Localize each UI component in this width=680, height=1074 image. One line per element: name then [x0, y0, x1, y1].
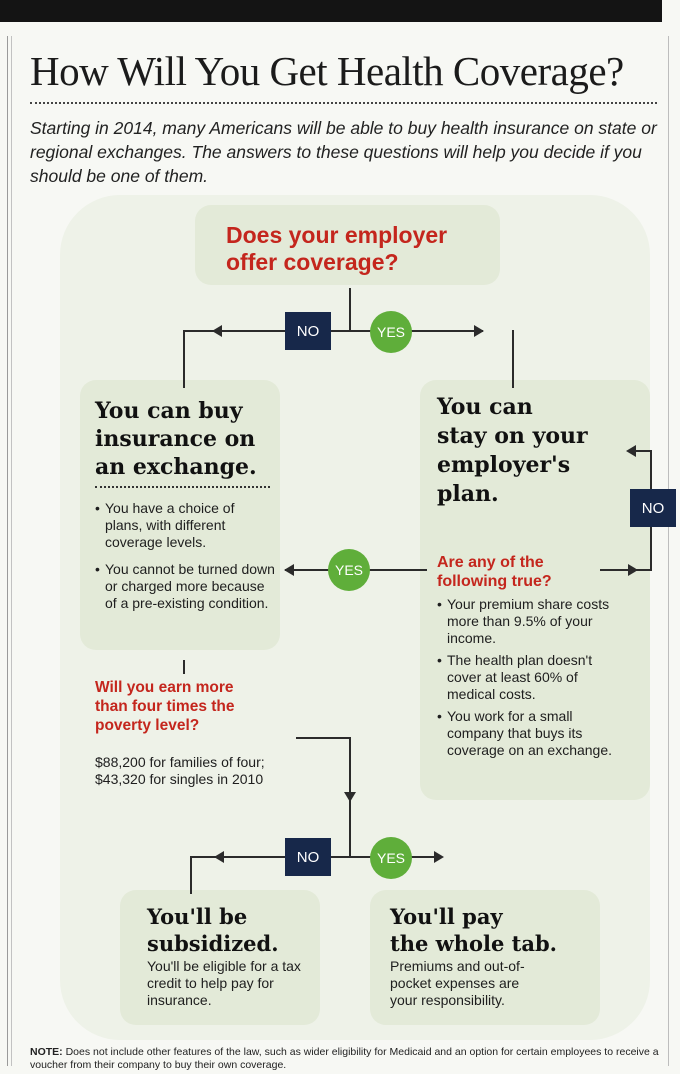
poverty-threshold-single: $43,320 for singles in 2010 — [95, 771, 264, 787]
left-column-rule — [7, 36, 8, 1066]
exchange-heading-line3: an exchange. — [95, 454, 257, 480]
q2-conditions — [437, 596, 617, 759]
q1-yes-badge: YES — [370, 311, 412, 353]
exchange-to-q3-stem — [183, 660, 185, 674]
q3-no-badge: NO — [285, 838, 331, 876]
subsidized-body: You'll be eligible for a tax credit to help pay for insurance. — [147, 958, 301, 1008]
footnote-text: Does not include other features of the law, such as wider eligibility for Medicaid and an option for certain employees to receive a voucher from their company to buy their own coverage. — [30, 1046, 659, 1071]
title-dotted-divider — [30, 102, 657, 104]
employer-plan-heading-line1: You can — [437, 394, 533, 420]
exchange-heading-line1: You can buy — [95, 398, 243, 424]
q3-no-arrow — [214, 851, 224, 863]
q2-no-out — [600, 569, 652, 571]
exchange-benefit-preexisting: • You cannot be turned down or charged more because of a pre-existing condition. — [95, 561, 275, 612]
q2-yes-arrow — [284, 564, 294, 576]
employer-plan-heading-line2: stay on your — [437, 423, 588, 449]
q3-yes-badge: YES — [370, 837, 412, 879]
q1-yes-arrow — [474, 325, 484, 337]
question-employer-line1: Does your employer — [226, 222, 448, 248]
q1-stem — [349, 288, 351, 330]
exchange-dotted-divider — [95, 486, 270, 488]
q1-no-drop — [183, 330, 185, 388]
poverty-threshold-family: $88,200 for families of four; — [95, 754, 265, 770]
question-employer-line2: offer coverage? — [226, 249, 399, 275]
question-poverty-line3: poverty level? — [95, 717, 200, 734]
whole-tab-body: Premiums and out-of-pocket expenses are your responsibility. — [390, 958, 525, 1008]
condition-small-company: • You work for a small company that buys its coverage on an exchange. — [437, 708, 617, 759]
q3-down-arrow — [344, 792, 356, 802]
exchange-heading — [95, 397, 257, 481]
condition-premium-share: • Your premium share costs more than 9.5% of your income. — [437, 596, 617, 647]
q2-yes-badge: YES — [328, 549, 370, 591]
question-poverty-level — [95, 678, 235, 735]
q1-branch-horizontal — [183, 330, 483, 332]
employer-plan-heading — [437, 393, 588, 509]
top-black-bar — [0, 0, 662, 22]
employer-plan-heading-line4: plan. — [437, 481, 499, 507]
question-any-true-line2: following true? — [437, 573, 552, 590]
poverty-thresholds — [95, 754, 305, 788]
whole-tab-heading-line2: the whole tab. — [390, 931, 557, 956]
q1-yes-drop — [512, 330, 514, 388]
subsidized-heading-line2: subsidized. — [147, 931, 279, 956]
whole-tab-heading — [390, 903, 557, 957]
question-any-true-line1: Are any of the — [437, 554, 544, 571]
employer-plan-heading-line3: employer's — [437, 452, 571, 478]
page-title: How Will You Get Health Coverage? — [30, 48, 624, 94]
exchange-heading-line2: insurance on — [95, 426, 256, 452]
exchange-benefits — [95, 500, 275, 612]
left-column-rule-inner — [11, 36, 12, 1066]
intro-text: Starting in 2014, many Americans will be able to buy health insurance on state or regional exchanges. The answers to these questions will help you decide if you should be one of them. — [30, 118, 657, 186]
q2-no-out-arrow — [628, 564, 638, 576]
right-column-rule — [668, 36, 669, 1066]
question-employer-coverage — [226, 222, 447, 276]
whole-tab-heading-line1: You'll pay — [390, 904, 503, 929]
question-any-true — [437, 553, 552, 591]
q1-no-arrow — [212, 325, 222, 337]
q3-yes-arrow — [434, 851, 444, 863]
q2-no-return-arrow — [626, 445, 636, 457]
exchange-benefit-plans: • You have a choice of plans, with different coverage levels. — [95, 500, 275, 551]
condition-coverage-60: • The health plan doesn't cover at least 60% of medical costs. — [437, 652, 617, 703]
q2-no-badge: NO — [630, 489, 676, 527]
subsidized-heading-line1: You'll be — [147, 904, 248, 929]
question-poverty-line1: Will you earn more — [95, 679, 234, 696]
footnote-label: NOTE: — [30, 1046, 63, 1058]
subsidized-heading — [147, 903, 279, 957]
question-poverty-line2: than four times the — [95, 698, 235, 715]
q3-right-line — [296, 737, 351, 739]
q3-no-drop — [190, 856, 192, 894]
q1-no-badge: NO — [285, 312, 331, 350]
footnote — [30, 1046, 660, 1072]
